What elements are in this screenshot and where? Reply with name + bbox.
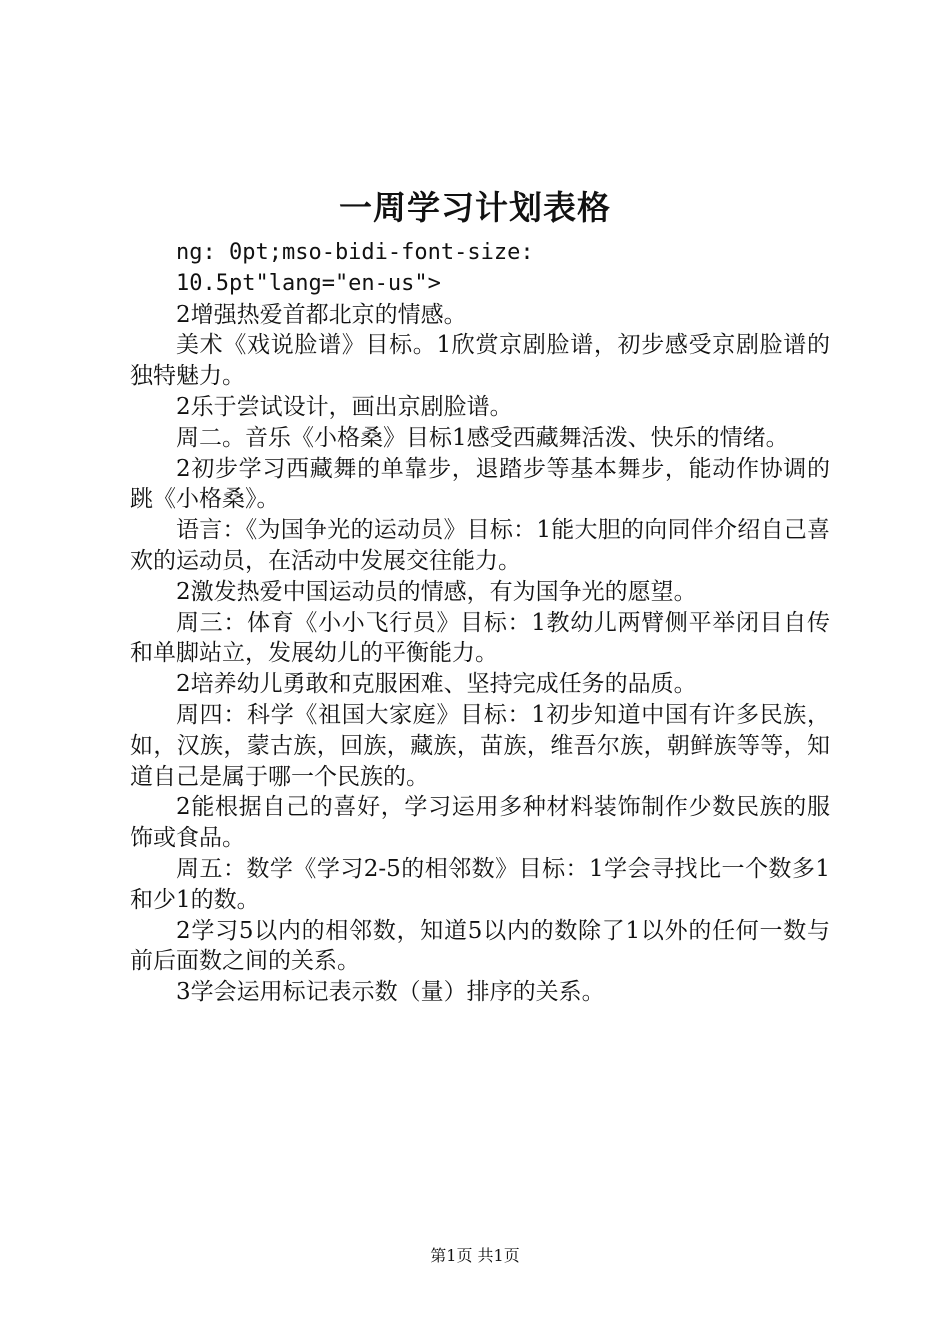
- body-paragraph: 3学会运用标记表示数（量）排序的关系。: [176, 979, 605, 1006]
- body-paragraph: 周三：体育《小小飞行员》目标：1教幼儿两臂侧平举闭目自传和单脚站立，发展幼儿的平衡能力。: [130, 609, 830, 667]
- body-paragraph: 周四：科学《祖国大家庭》目标：1初步知道中国有许多民族，如，汉族，蒙古族，回族，藏族，苗族，维吾尔族，朝鲜族等等，知道自己是属于哪一个民族的。: [130, 701, 830, 790]
- body-paragraph: 周五：数学《学习2-5的相邻数》目标：1学会寻找比一个数多1和少1的数。: [130, 855, 830, 913]
- body-paragraph: 语言：《为国争光的运动员》目标：1能大胆的向同伴介绍自己喜欢的运动员，在活动中发展交往能力。: [130, 517, 830, 574]
- body-paragraph: ng: 0pt;mso-bidi-font-size:: [176, 240, 534, 265]
- body-paragraph: 2激发热爱中国运动员的情感，有为国争光的愿望。: [176, 578, 697, 605]
- body-paragraph: 2增强热爱首都北京的情感。: [176, 301, 467, 328]
- body-paragraph: 美术《戏说脸谱》目标。1欣赏京剧脸谱，初步感受京剧脸谱的独特魅力。: [130, 332, 830, 390]
- document-body: [130, 238, 830, 1008]
- body-paragraph: 2学习5以内的相邻数，知道5以内的数除了1以外的任何一数与前后面数之间的关系。: [130, 917, 830, 975]
- document-title: 一周学习计划表格: [339, 188, 611, 227]
- body-paragraph: 2培养幼儿勇敢和克服困难、坚持完成任务的品质。: [176, 671, 697, 698]
- body-paragraph: 2乐于尝试设计，画出京剧脸谱。: [176, 393, 513, 420]
- body-paragraph: 2能根据自己的喜好，学习运用多种材料装饰制作少数民族的服饰或食品。: [130, 794, 830, 852]
- body-paragraph: 10.5pt"lang="en-us">: [176, 270, 441, 296]
- body-paragraph: 2初步学习西藏舞的单靠步，退踏步等基本舞步，能动作协调的跳《小格桑》。: [130, 455, 830, 513]
- page-footer: 第1页 共1页: [430, 1246, 520, 1265]
- body-paragraph: 周二。音乐《小格桑》目标1感受西藏舞活泼、快乐的情绪。: [176, 424, 789, 451]
